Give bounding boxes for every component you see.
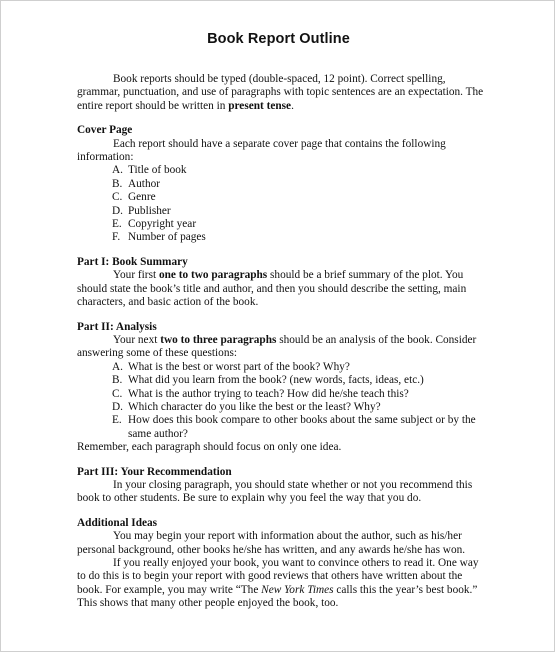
list-marker: E. xyxy=(112,218,122,231)
list-item-text: Copyright year xyxy=(128,218,197,231)
remember-note: Remember, each paragraph should focus on only one idea. xyxy=(77,441,342,454)
part2-paragraph xyxy=(77,334,485,361)
analysis-question-item xyxy=(77,401,485,414)
newspaper-title: New York Times xyxy=(261,583,334,596)
list-item-text: How does this book compare to other books about the same subject or by the same author? xyxy=(128,414,476,440)
list-marker: B. xyxy=(112,374,123,387)
list-marker: C. xyxy=(112,191,123,204)
intro-text: Book reports should be typed (double-spaced, 12 point). Correct spelling, grammar, punctuation, and use of paragraphs with topic sentences are an expectation. The entire report should be written in xyxy=(77,73,484,112)
analysis-question-item xyxy=(77,388,485,401)
part3-heading: Part III: Your Recommendation xyxy=(77,465,232,478)
part1-text-a: Your first xyxy=(113,269,159,282)
part2-emphasis: two to three paragraphs xyxy=(160,333,277,346)
cover-page-item xyxy=(77,218,485,231)
list-item-text: What is the best or worst part of the book? Why? xyxy=(128,360,350,373)
cover-page-item xyxy=(77,191,485,204)
list-marker: D. xyxy=(112,204,123,217)
additional-p2-text-c: calls this the year’s best book.” This shows that many other people enjoyed the book, too. xyxy=(77,583,478,610)
analysis-question-item xyxy=(77,361,485,374)
list-item-text: Genre xyxy=(128,191,156,204)
list-marker: D. xyxy=(112,400,123,413)
part1-emphasis: one to two paragraphs xyxy=(158,269,268,282)
analysis-question-item xyxy=(77,414,485,441)
part1-paragraph xyxy=(77,269,485,309)
cover-page-text: Each report should have a separate cover page that contains the following information: xyxy=(77,137,446,164)
intro-emphasis: present tense xyxy=(228,99,292,112)
list-item-text: What did you learn from the book? (new words, facts, ideas, etc.) xyxy=(128,374,424,387)
cover-page-list xyxy=(77,164,485,244)
list-marker: E. xyxy=(112,414,122,427)
intro-end: . xyxy=(291,99,294,112)
additional-ideas-heading: Additional Ideas xyxy=(77,516,158,529)
additional-p2-text-a: If you really enjoyed your book, you want to convince others to read it. One way to do this is to begin your report with good reviews that others have written about the book. For example, you may write “The xyxy=(77,557,479,596)
list-item-text: Which character do you like the best or the least? Why? xyxy=(128,400,381,413)
document-title: Book Report Outline xyxy=(207,31,350,47)
part2-text-a: Your next xyxy=(113,333,161,346)
list-item-text: Publisher xyxy=(128,204,171,217)
list-item-text: What is the author trying to teach? How did he/she teach this? xyxy=(128,387,409,400)
list-item-text: Title of book xyxy=(128,164,187,177)
additional-paragraph-1: You may begin your report with information about the author, such as his/her personal background, other books he/she has written, and any awards he/she has won. xyxy=(77,530,466,556)
cover-page-item xyxy=(77,205,485,218)
cover-page-item xyxy=(77,164,485,177)
part2-heading: Part II: Analysis xyxy=(77,320,157,333)
list-marker: B. xyxy=(112,177,123,190)
list-item-text: Author xyxy=(128,177,161,190)
part1-text-c: should be a brief summary of the plot. You should state the book’s title and author, and then you should describe the setting, main characters, and basic action of the book. xyxy=(77,269,467,309)
list-marker: F. xyxy=(112,231,121,244)
intro-paragraph xyxy=(77,73,485,113)
document-body xyxy=(77,73,485,611)
cover-page-item xyxy=(77,231,485,244)
part2-text-c: should be an analysis of the book. Consider answering some of these questions: xyxy=(77,333,477,360)
list-item-text: Number of pages xyxy=(128,231,206,244)
list-marker: A. xyxy=(112,360,123,373)
part3-paragraph: In your closing paragraph, you should state whether or not you recommend this book to other students. Be sure to explain why you feel the way that you do. xyxy=(77,478,473,505)
list-marker: C. xyxy=(112,387,123,400)
analysis-question-item xyxy=(77,374,485,387)
cover-page-item xyxy=(77,178,485,191)
analysis-questions-list xyxy=(77,361,485,441)
part1-heading: Part I: Book Summary xyxy=(77,255,188,268)
list-marker: A. xyxy=(112,164,123,177)
cover-page-heading: Cover Page xyxy=(77,124,133,137)
additional-paragraph-2 xyxy=(77,557,485,611)
